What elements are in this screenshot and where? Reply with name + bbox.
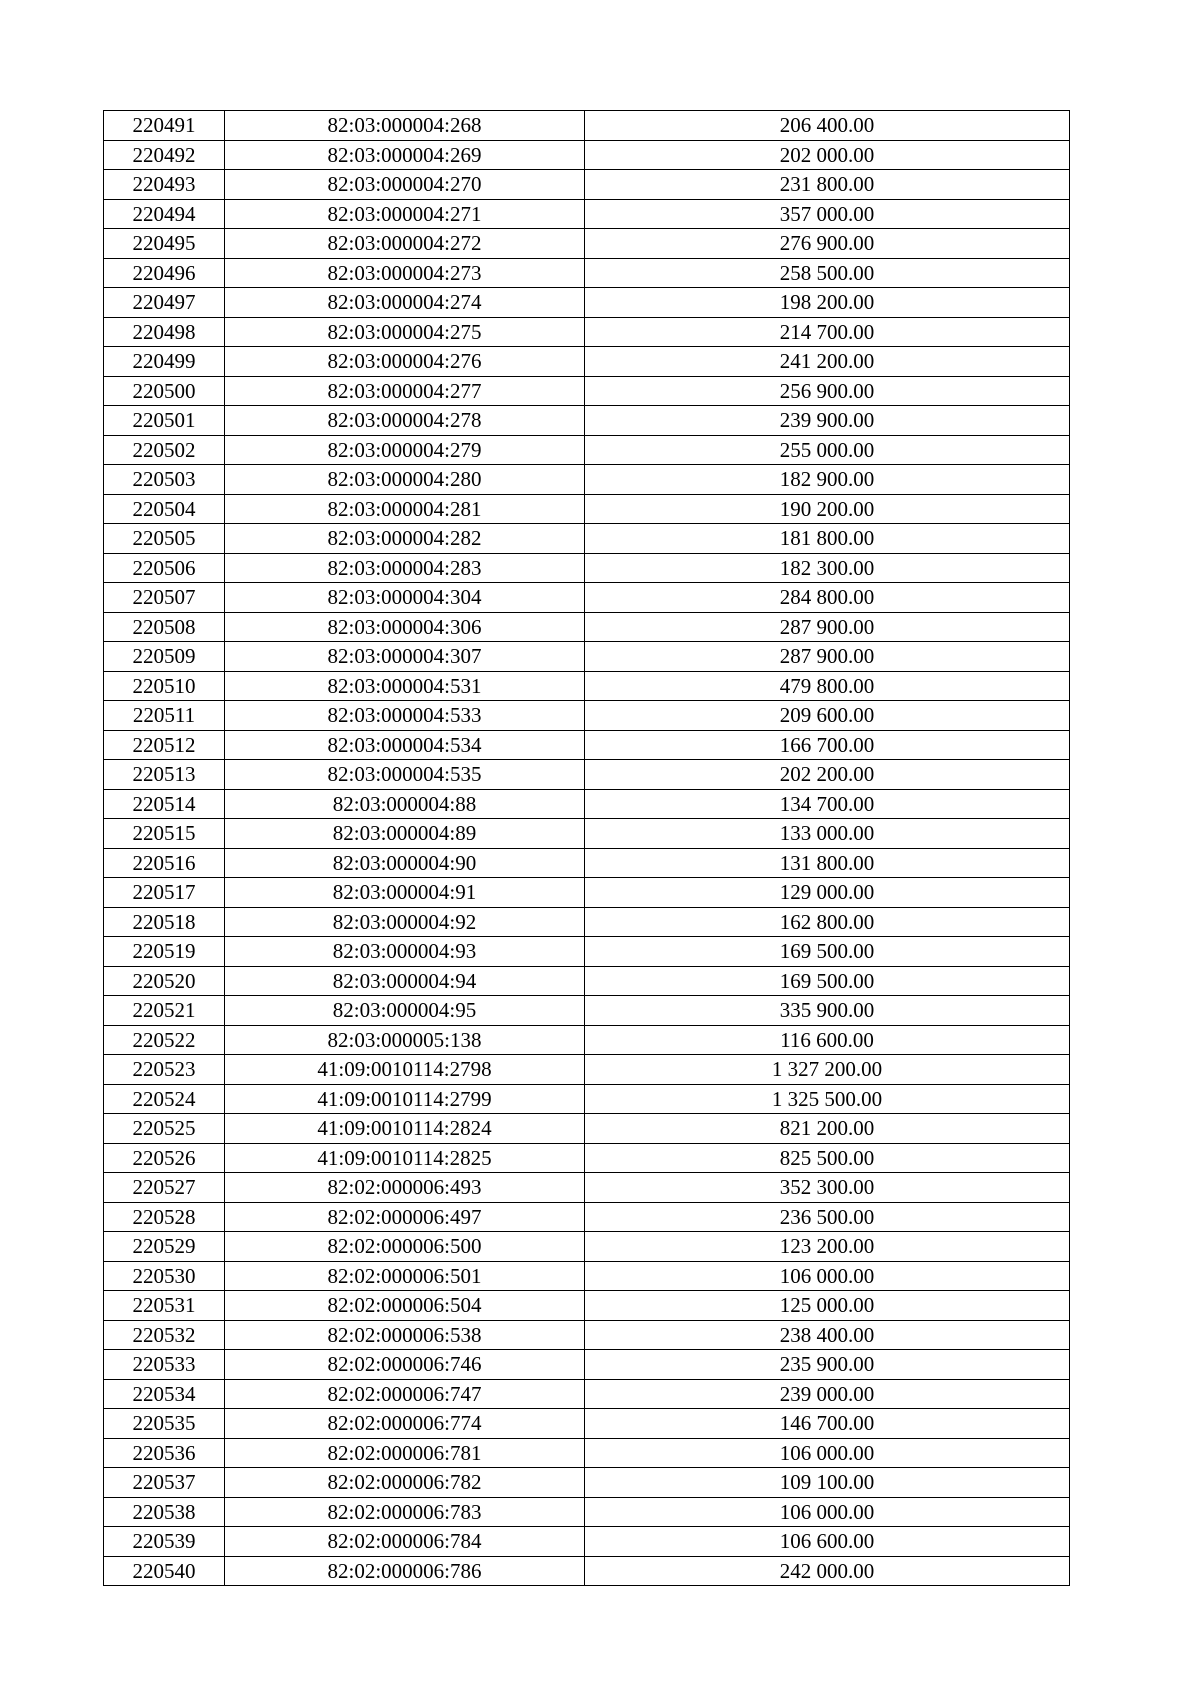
cadastral-value-cell: 255 000.00 [585,435,1070,465]
cadastral-value-table [103,110,1070,1586]
cadastral-number-cell: 82:03:000005:138 [225,1025,585,1055]
cadastral-value-cell: 162 800.00 [585,907,1070,937]
cadastral-number-cell: 82:03:000004:280 [225,465,585,495]
row-number-cell: 220502 [104,435,225,465]
row-number-cell: 220529 [104,1232,225,1262]
table-row [104,996,1070,1026]
row-number-cell: 220537 [104,1468,225,1498]
cadastral-number-cell: 82:03:000004:278 [225,406,585,436]
row-number-cell: 220520 [104,966,225,996]
cadastral-value-cell: 202 000.00 [585,140,1070,170]
row-number-cell: 220528 [104,1202,225,1232]
cadastral-value-cell: 125 000.00 [585,1291,1070,1321]
table-row [104,553,1070,583]
cadastral-number-cell: 82:02:000006:782 [225,1468,585,1498]
row-number-cell: 220497 [104,288,225,318]
cadastral-value-cell: 182 300.00 [585,553,1070,583]
cadastral-value-cell: 206 400.00 [585,111,1070,141]
table-row [104,1438,1070,1468]
row-number-cell: 220532 [104,1320,225,1350]
cadastral-number-cell: 82:03:000004:534 [225,730,585,760]
cadastral-number-cell: 82:03:000004:279 [225,435,585,465]
cadastral-value-cell: 287 900.00 [585,612,1070,642]
row-number-cell: 220499 [104,347,225,377]
table-row [104,819,1070,849]
table-row [104,170,1070,200]
table-row [104,1261,1070,1291]
cadastral-number-cell: 82:03:000004:271 [225,199,585,229]
table-row [104,937,1070,967]
row-number-cell: 220539 [104,1527,225,1557]
cadastral-number-cell: 82:03:000004:270 [225,170,585,200]
cadastral-value-cell: 146 700.00 [585,1409,1070,1439]
cadastral-number-cell: 82:02:000006:783 [225,1497,585,1527]
table-row [104,1497,1070,1527]
cadastral-value-cell: 239 000.00 [585,1379,1070,1409]
cadastral-number-cell: 82:03:000004:531 [225,671,585,701]
row-number-cell: 220500 [104,376,225,406]
table-row [104,1556,1070,1586]
row-number-cell: 220493 [104,170,225,200]
table-row [104,494,1070,524]
row-number-cell: 220526 [104,1143,225,1173]
cadastral-value-cell: 209 600.00 [585,701,1070,731]
table-row [104,465,1070,495]
cadastral-number-cell: 82:03:000004:275 [225,317,585,347]
cadastral-value-cell: 242 000.00 [585,1556,1070,1586]
cadastral-value-cell: 123 200.00 [585,1232,1070,1262]
row-number-cell: 220506 [104,553,225,583]
cadastral-number-cell: 82:03:000004:89 [225,819,585,849]
cadastral-number-cell: 41:09:0010114:2799 [225,1084,585,1114]
cadastral-value-cell: 241 200.00 [585,347,1070,377]
table-row [104,1055,1070,1085]
row-number-cell: 220514 [104,789,225,819]
table-row [104,1468,1070,1498]
cadastral-number-cell: 82:03:000004:94 [225,966,585,996]
table-row [104,111,1070,141]
cadastral-number-cell: 82:02:000006:504 [225,1291,585,1321]
cadastral-value-cell: 131 800.00 [585,848,1070,878]
cadastral-number-cell: 82:03:000004:95 [225,996,585,1026]
cadastral-number-cell: 82:02:000006:774 [225,1409,585,1439]
row-number-cell: 220511 [104,701,225,731]
row-number-cell: 220495 [104,229,225,259]
row-number-cell: 220525 [104,1114,225,1144]
table-row [104,1114,1070,1144]
cadastral-number-cell: 82:02:000006:500 [225,1232,585,1262]
table-row [104,878,1070,908]
cadastral-value-cell: 235 900.00 [585,1350,1070,1380]
row-number-cell: 220524 [104,1084,225,1114]
cadastral-number-cell: 82:03:000004:306 [225,612,585,642]
table-row [104,966,1070,996]
row-number-cell: 220491 [104,111,225,141]
cadastral-value-cell: 182 900.00 [585,465,1070,495]
row-number-cell: 220530 [104,1261,225,1291]
table-row [104,1232,1070,1262]
cadastral-value-cell: 169 500.00 [585,937,1070,967]
table-row [104,1084,1070,1114]
cadastral-value-cell: 106 600.00 [585,1527,1070,1557]
row-number-cell: 220538 [104,1497,225,1527]
cadastral-value-cell: 287 900.00 [585,642,1070,672]
table-row [104,1025,1070,1055]
row-number-cell: 220521 [104,996,225,1026]
cadastral-value-cell: 214 700.00 [585,317,1070,347]
row-number-cell: 220518 [104,907,225,937]
row-number-cell: 220534 [104,1379,225,1409]
row-number-cell: 220522 [104,1025,225,1055]
row-number-cell: 220527 [104,1173,225,1203]
table-row [104,642,1070,672]
row-number-cell: 220492 [104,140,225,170]
table-row [104,671,1070,701]
cadastral-value-cell: 231 800.00 [585,170,1070,200]
cadastral-value-cell: 352 300.00 [585,1173,1070,1203]
cadastral-number-cell: 41:09:0010114:2824 [225,1114,585,1144]
row-number-cell: 220498 [104,317,225,347]
cadastral-value-cell: 133 000.00 [585,819,1070,849]
table-row [104,229,1070,259]
cadastral-value-cell: 106 000.00 [585,1497,1070,1527]
row-number-cell: 220496 [104,258,225,288]
cadastral-number-cell: 82:03:000004:273 [225,258,585,288]
table-row [104,376,1070,406]
row-number-cell: 220513 [104,760,225,790]
cadastral-value-cell: 335 900.00 [585,996,1070,1026]
cadastral-value-cell: 109 100.00 [585,1468,1070,1498]
cadastral-number-cell: 82:03:000004:283 [225,553,585,583]
cadastral-number-cell: 82:03:000004:268 [225,111,585,141]
cadastral-number-cell: 82:03:000004:277 [225,376,585,406]
table-row [104,612,1070,642]
table-row [104,789,1070,819]
cadastral-number-cell: 82:03:000004:533 [225,701,585,731]
cadastral-value-cell: 236 500.00 [585,1202,1070,1232]
table-row [104,1527,1070,1557]
row-number-cell: 220523 [104,1055,225,1085]
cadastral-value-cell: 258 500.00 [585,258,1070,288]
cadastral-value-cell: 357 000.00 [585,199,1070,229]
table-row [104,1379,1070,1409]
table-row [104,1143,1070,1173]
cadastral-value-cell: 169 500.00 [585,966,1070,996]
table-row [104,288,1070,318]
cadastral-number-cell: 82:02:000006:501 [225,1261,585,1291]
table-body [104,111,1070,1586]
table-row [104,760,1070,790]
cadastral-number-cell: 41:09:0010114:2825 [225,1143,585,1173]
cadastral-value-cell: 202 200.00 [585,760,1070,790]
cadastral-number-cell: 82:03:000004:276 [225,347,585,377]
cadastral-number-cell: 82:02:000006:747 [225,1379,585,1409]
cadastral-number-cell: 82:03:000004:272 [225,229,585,259]
cadastral-number-cell: 82:03:000004:93 [225,937,585,967]
row-number-cell: 220508 [104,612,225,642]
cadastral-value-cell: 190 200.00 [585,494,1070,524]
cadastral-value-cell: 276 900.00 [585,229,1070,259]
row-number-cell: 220536 [104,1438,225,1468]
cadastral-number-cell: 82:03:000004:269 [225,140,585,170]
cadastral-value-cell: 106 000.00 [585,1261,1070,1291]
cadastral-value-cell: 134 700.00 [585,789,1070,819]
table-row [104,848,1070,878]
table-row [104,258,1070,288]
cadastral-value-cell: 239 900.00 [585,406,1070,436]
cadastral-value-cell: 256 900.00 [585,376,1070,406]
cadastral-value-cell: 238 400.00 [585,1320,1070,1350]
table-row [104,317,1070,347]
row-number-cell: 220494 [104,199,225,229]
row-number-cell: 220517 [104,878,225,908]
cadastral-value-cell: 821 200.00 [585,1114,1070,1144]
table-row [104,1350,1070,1380]
cadastral-number-cell: 82:02:000006:538 [225,1320,585,1350]
cadastral-value-cell: 116 600.00 [585,1025,1070,1055]
row-number-cell: 220535 [104,1409,225,1439]
cadastral-value-cell: 284 800.00 [585,583,1070,613]
row-number-cell: 220504 [104,494,225,524]
row-number-cell: 220501 [104,406,225,436]
cadastral-number-cell: 82:03:000004:88 [225,789,585,819]
cadastral-number-cell: 82:03:000004:304 [225,583,585,613]
cadastral-value-cell: 166 700.00 [585,730,1070,760]
cadastral-value-cell: 181 800.00 [585,524,1070,554]
row-number-cell: 220531 [104,1291,225,1321]
row-number-cell: 220509 [104,642,225,672]
cadastral-number-cell: 82:03:000004:281 [225,494,585,524]
row-number-cell: 220540 [104,1556,225,1586]
cadastral-number-cell: 82:03:000004:282 [225,524,585,554]
row-number-cell: 220515 [104,819,225,849]
cadastral-number-cell: 82:03:000004:90 [225,848,585,878]
row-number-cell: 220503 [104,465,225,495]
cadastral-number-cell: 82:03:000004:307 [225,642,585,672]
table-row [104,1409,1070,1439]
cadastral-value-cell: 825 500.00 [585,1143,1070,1173]
row-number-cell: 220519 [104,937,225,967]
table-row [104,701,1070,731]
cadastral-number-cell: 82:02:000006:497 [225,1202,585,1232]
row-number-cell: 220533 [104,1350,225,1380]
cadastral-number-cell: 82:03:000004:274 [225,288,585,318]
table-row [104,730,1070,760]
table-row [104,1320,1070,1350]
table-row [104,583,1070,613]
cadastral-number-cell: 82:02:000006:786 [225,1556,585,1586]
cadastral-number-cell: 82:03:000004:92 [225,907,585,937]
table-row [104,140,1070,170]
cadastral-value-cell: 1 325 500.00 [585,1084,1070,1114]
cadastral-number-cell: 82:02:000006:746 [225,1350,585,1380]
row-number-cell: 220516 [104,848,225,878]
cadastral-number-cell: 41:09:0010114:2798 [225,1055,585,1085]
cadastral-number-cell: 82:02:000006:493 [225,1173,585,1203]
table-row [104,347,1070,377]
table-row [104,199,1070,229]
table-row [104,435,1070,465]
cadastral-value-cell: 198 200.00 [585,288,1070,318]
cadastral-number-cell: 82:02:000006:781 [225,1438,585,1468]
cadastral-number-cell: 82:03:000004:535 [225,760,585,790]
table-row [104,406,1070,436]
cadastral-value-cell: 129 000.00 [585,878,1070,908]
row-number-cell: 220507 [104,583,225,613]
cadastral-number-cell: 82:02:000006:784 [225,1527,585,1557]
cadastral-number-cell: 82:03:000004:91 [225,878,585,908]
table-row [104,907,1070,937]
table-row [104,1291,1070,1321]
table-row [104,1173,1070,1203]
row-number-cell: 220512 [104,730,225,760]
table-row [104,524,1070,554]
row-number-cell: 220505 [104,524,225,554]
cadastral-value-cell: 106 000.00 [585,1438,1070,1468]
cadastral-value-cell: 479 800.00 [585,671,1070,701]
row-number-cell: 220510 [104,671,225,701]
cadastral-value-cell: 1 327 200.00 [585,1055,1070,1085]
table-row [104,1202,1070,1232]
